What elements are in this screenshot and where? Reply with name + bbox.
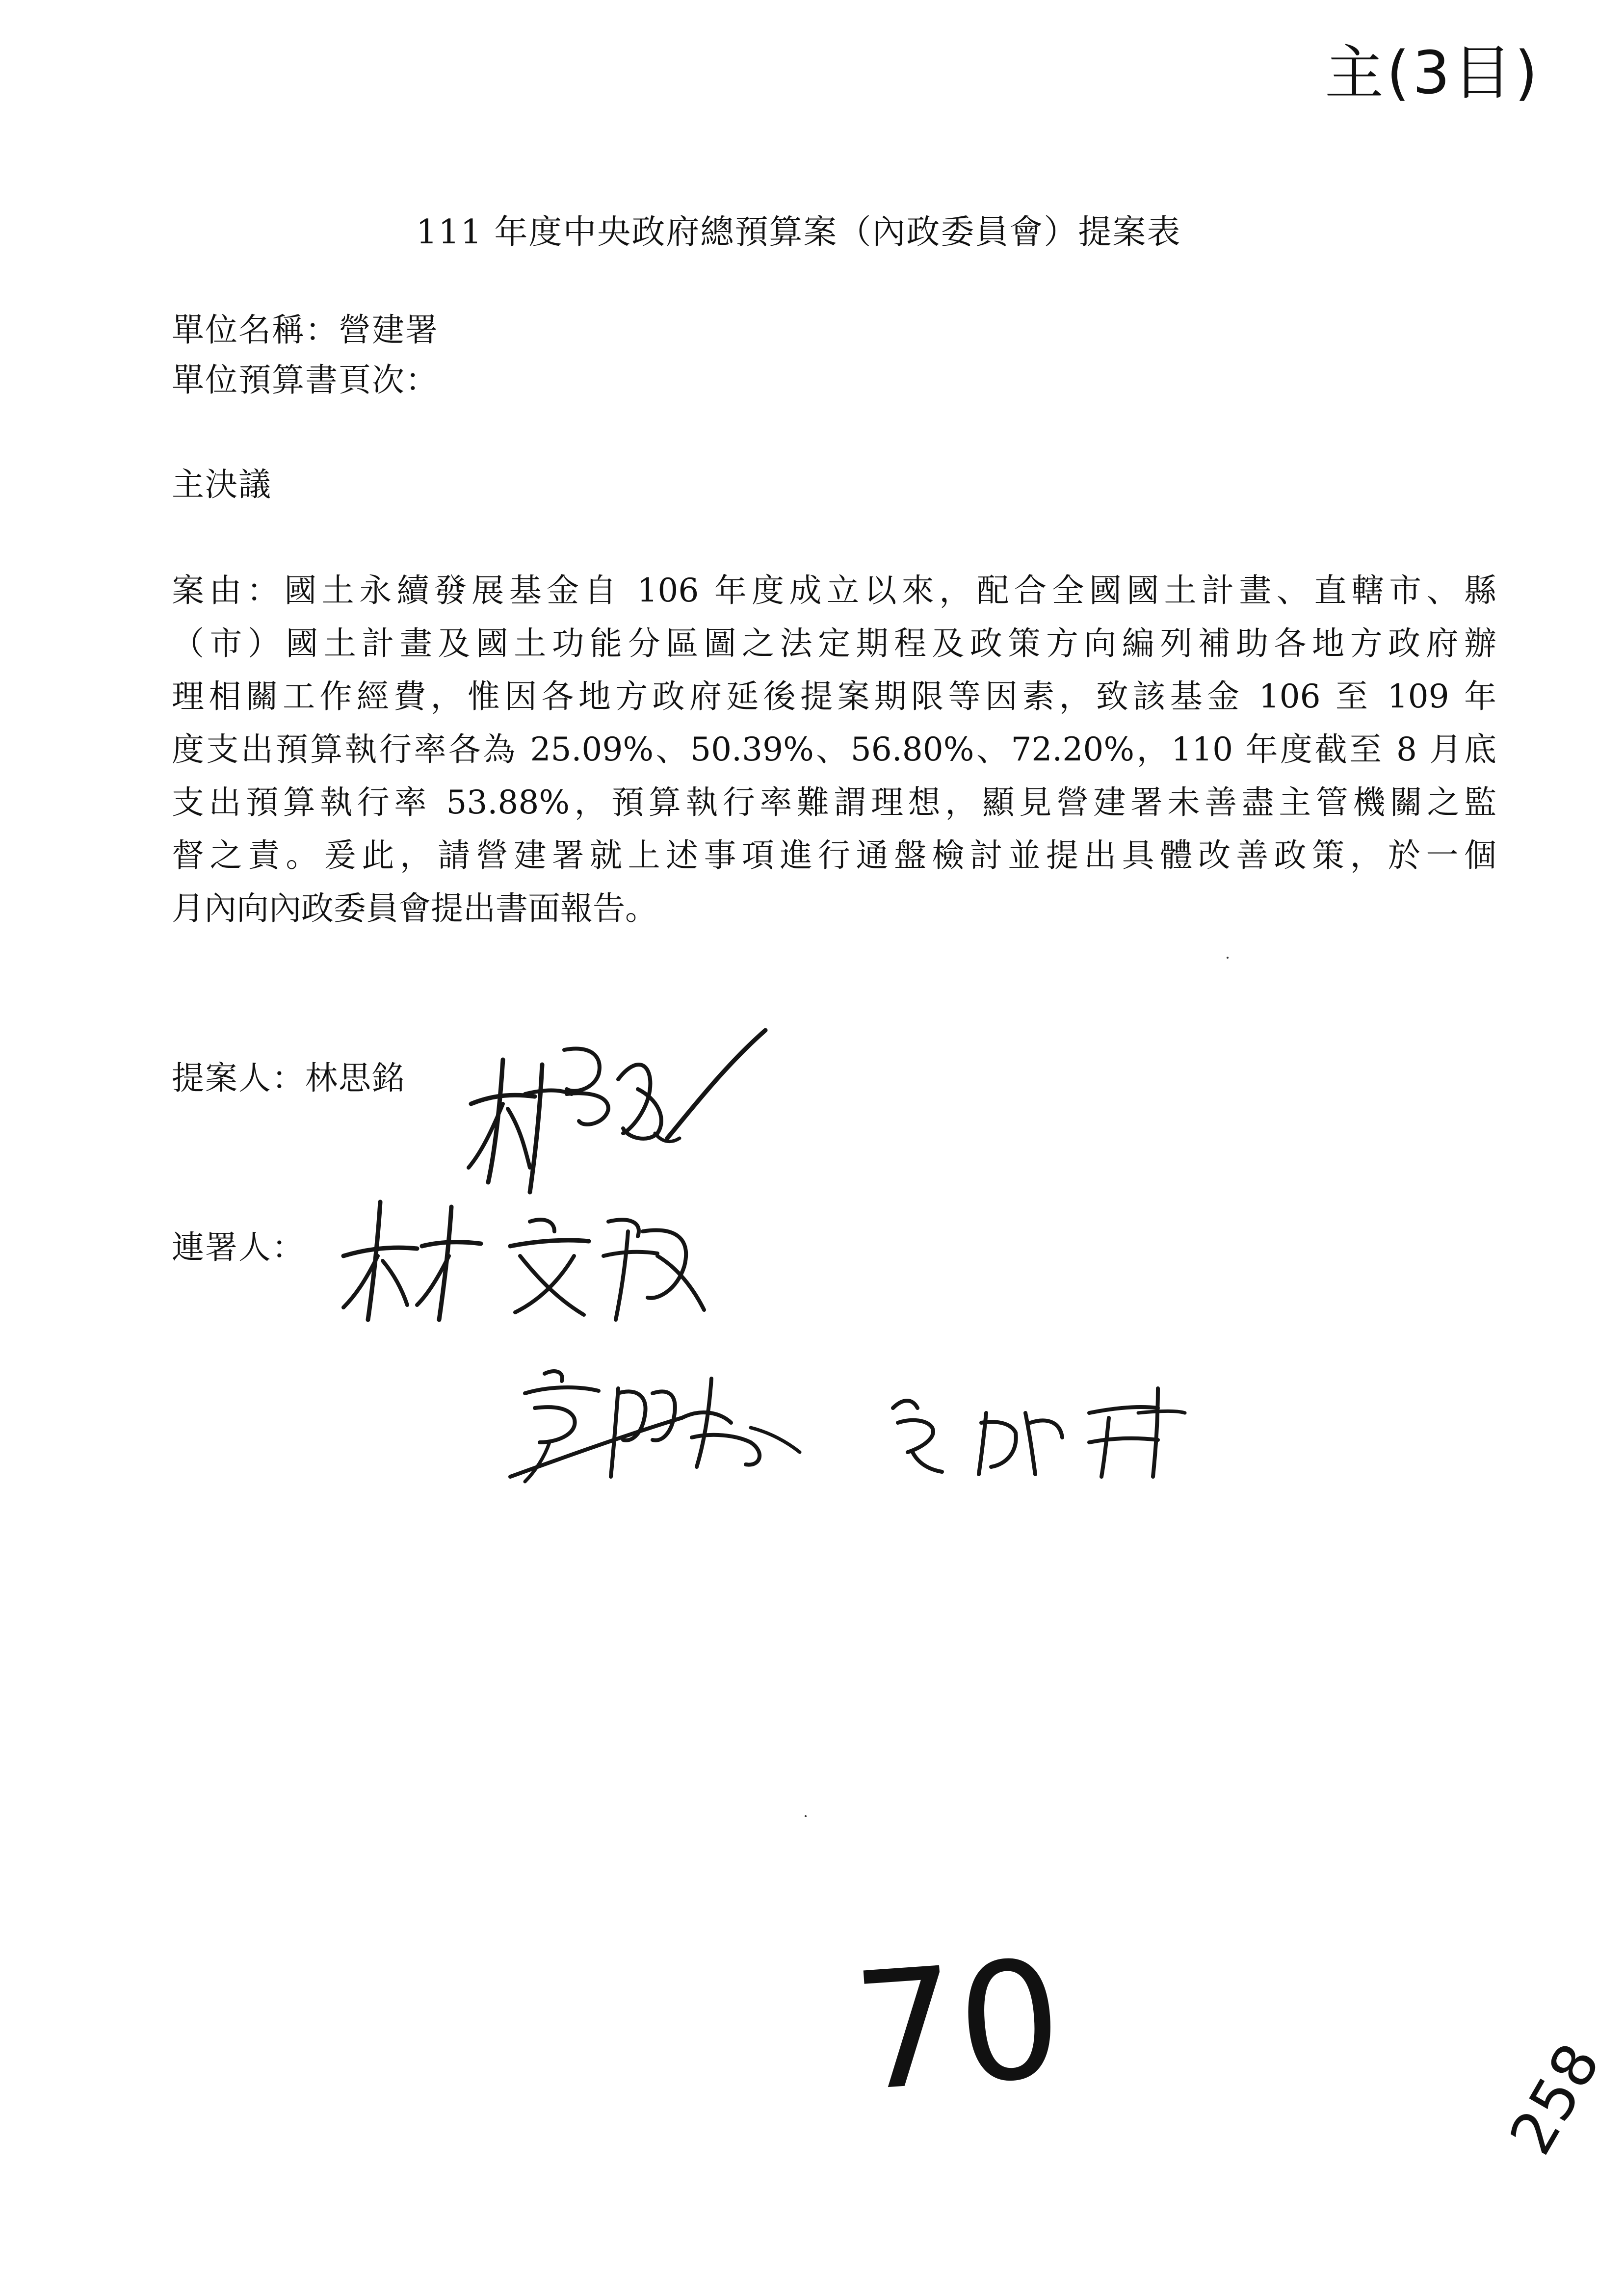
cosigner-label: 連署人： [172,1228,305,1266]
body-line: 案由：國土永續發展基金自 106 年度成立以來，配合全國國土計畫、直轄市、縣 [172,572,1496,609]
proposer-signature [461,1020,775,1202]
body-line: 支出預算執行率 53.88%，預算執行率難謂理想，顯見營建署未善盡主管機關之監 [172,783,1496,821]
scan-speck [1227,957,1229,959]
body-line: （市）國土計畫及國土功能分區圖之法定期程及政策方向編列補助各地方政府辦 [172,625,1496,662]
body-line: 督之責。爰此，請營建署就上述事項進行通盤檢討並提出具體改善政策，於一個 [172,836,1496,874]
page-stamp: 258 [1497,2032,1614,2166]
cosigner-signature-3 [883,1383,1187,1482]
resolution-type: 主決議 [172,466,272,503]
cosigner-signature-2 [505,1359,810,1491]
body-line: 月內向內政委員會提出書面報告。 [172,889,657,927]
handwritten-number: 70 [848,1925,1069,2128]
document-title: 111 年度中央政府總預算案（內政委員會）提案表 [416,213,1181,252]
cosigner-signature-1 [339,1182,711,1330]
body-line: 度支出預算執行率各為 25.09%、50.39%、56.80%、72.20%，110 年度截至 8 月底 [172,731,1496,768]
case-description [172,564,1496,935]
corner-handwritten-mark: 主(3目) [1325,39,1541,107]
unit-name-field: 單位名稱：營建署 [172,311,439,349]
body-line: 理相關工作經費，惟因各地方政府延後提案期限等因素，致該基金 106 至 109 年 [172,678,1496,715]
proposer-label: 提案人：林思銘 [172,1059,405,1097]
scan-speck [805,1815,807,1817]
unit-budget-page-field: 單位預算書頁次： [172,361,439,399]
